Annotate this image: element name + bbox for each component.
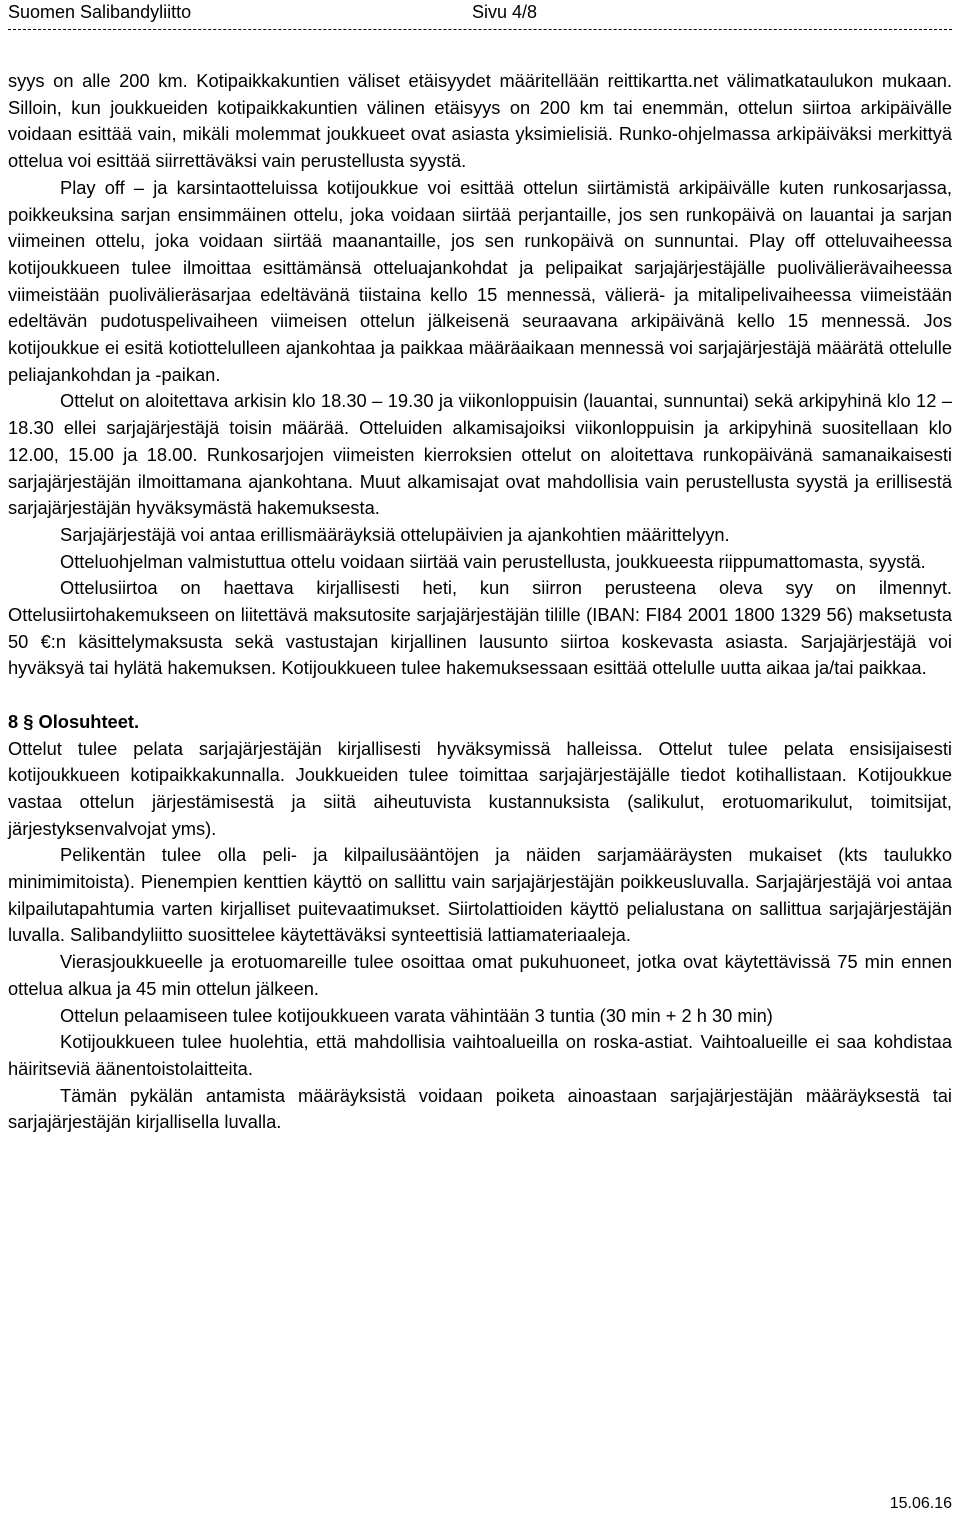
footer-date: 15.06.16 — [889, 1495, 952, 1512]
document-body — [8, 68, 952, 1136]
header-organization: Suomen Salibandyliitto — [8, 2, 192, 22]
paragraph-reservation-time: Ottelun pelaamiseen tulee kotijoukkueen varata vähintään 3 tuntia (30 min + 2 h 30 min) — [60, 1004, 773, 1026]
section-heading-conditions: 8 § Olosuhteet. — [8, 710, 140, 732]
paragraph-transfer-application: Ottelusiirtoa on haettava kirjallisesti heti, kun siirron perusteena oleva syy on ilmennyt. Ottelusiirtohakemukseen on liitettävä maksutosite sarjajärjestäjän tilille (IBAN: FI84 2001 1800 1329 56) maksetusta 50 €:n käsittelymaksusta sekä vastustajan kirjallinen lausunto siirtoa koskevasta asiasta. Sarjajärjestäjä voi hyväksyä tai hylätä hakemuksen. Kotijoukkueen tulee hakemuksessaan esittää ottelulle uutta aikaa ja/tai paikkaa. — [8, 577, 952, 679]
paragraph-halls: Ottelut tulee pelata sarjajärjestäjän kirjallisesti hyväksymissä halleissa. Ottelut tulee pelata ensisijaisesti kotijoukkueen kotipaikkakunnalla. Joukkueiden tulee toimittaa sarjajärjestäjälle tiedot kotihallistaan. Kotijoukkue vastaa ottelun järjestämisestä ja siitä aiheutuvista kustannuksista (salikulut, erotuomarikulut, toimitsijat, järjestyksenvalvojat yms). — [8, 737, 952, 839]
header-page-number: Sivu 4/8 — [472, 2, 538, 22]
paragraph-travel-distance: syys on alle 200 km. Kotipaikkakuntien väliset etäisyydet määritellään reittikartta.net välimatkataulukon mukaan. Silloin, kun joukkueiden kotipaikkakuntien välinen etäisyys on 200 km tai enemmän, ottelun siirtoa arkipäivälle voidaan esittää vain, mikäli molemmat joukkueet ovat asiasta yksimielisiä. Runko-ohjelmassa arkipäiväksi merkittyä ottelua voi esittää siirrettäväksi vain perustellusta syystä. — [8, 70, 952, 172]
section-spacer — [8, 682, 952, 709]
paragraph-exceptions: Tämän pykälän antamista määräyksistä voidaan poiketa ainoastaan sarjajärjestäjän määräyksestä tai sarjajärjestäjän kirjallisella luvalla. — [8, 1084, 952, 1133]
paragraph-field-requirements: Pelikentän tulee olla peli- ja kilpailusääntöjen ja näiden sarjamääräysten mukaiset (kts taulukko minimimitoista). Pienempien kenttien käyttö on sallittu vain sarjajärjestäjän poikkeusluvalla. Sarjajärjestäjä voi antaa kilpailutapahtumia varten kirjalliset puitevaatimukset. Siirtolattioiden käyttö pelialustana on sallittua sarjajärjestäjän luvalla. Salibandyliitto suosittelee käytettäväksi synteettisiä lattiamateriaaleja. — [8, 844, 952, 946]
paragraph-start-times: Ottelut on aloitettava arkisin klo 18.30 – 19.30 ja viikonloppuisin (lauantai, sunnuntai) sekä arkipyhinä klo 12 – 18.30 ellei sarjajärjestäjä toisin määrää. Otteluiden alkamisajoiksi viikonloppuisin ja arkipyhinä suositellaan klo 12.00, 15.00 ja 18.00. Runkosarjojen viimeisten kierroksien ottelut on aloitettava runkopäivänä samanaikaisesti sarjajärjestäjän ilmoittamana ajankohtana. Muut alkamisajat ovat mahdollisia vain perustellusta syystä ja erillisestä sarjajärjestäjän hyväksymästä hakemuksesta. — [8, 390, 952, 519]
paragraph-locker-rooms: Vierasjoukkueelle ja erotuomareille tulee osoittaa omat pukuhuoneet, jotka ovat käytettävissä 75 min ennen ottelua alkua ja 45 min ottelun jälkeen. — [8, 951, 952, 999]
header-divider — [8, 29, 952, 30]
paragraph-special-orders: Sarjajärjestäjä voi antaa erillismääräyksiä ottelupäivien ja ajankohtien määrittelyyn. — [60, 523, 730, 545]
paragraph-bench-area: Kotijoukkueen tulee huolehtia, että mahdollisia vaihtoalueilla on roska-astiat. Vaihtoalueille ei saa kohdistaa häiritseviä äänentoistolaitteita. — [8, 1031, 952, 1079]
paragraph-play-off: Play off – ja karsintaotteluissa kotijoukkue voi esittää ottelun siirtämistä arkipäivälle kuten runkosarjassa, poikkeuksina sarjan ensimmäinen ottelu, joka voidaan siirtää perjantaille, jos sen runkopäivä on lauantai ja sarjan viimeinen ottelu, joka voidaan siirtää maanantaille, jos sen runkopäivä on sunnuntai. Play off otteluvaiheessa kotijoukkueen tulee ilmoittaa esittämänsä otteluajankohdat ja pelipaikat sarjajärjestäjälle puolivälierävaiheessa viimeistään puolivälieräsarjaa edeltävänä tiistaina kello 15 mennessä, välierä- ja mitalipelivaiheessa viimeistään edeltävän pudotuspelivaiheen viimeisen ottelun jälkeisenä seuraavana arkipäivänä kello 15 mennessä. Jos kotijoukkue ei esitä kotiottelulleen ajankohtaa ja paikkaa määräaikaan mennessä voi sarjajärjestäjä määrätä ottelulle peliajankohdan ja -paikan. — [8, 176, 952, 385]
paragraph-schedule-change: Otteluohjelman valmistuttua ottelu voidaan siirtää vain perustellusta, joukkueesta riippumattomasta, syystä. — [60, 550, 926, 572]
page-header — [0, 0, 960, 34]
